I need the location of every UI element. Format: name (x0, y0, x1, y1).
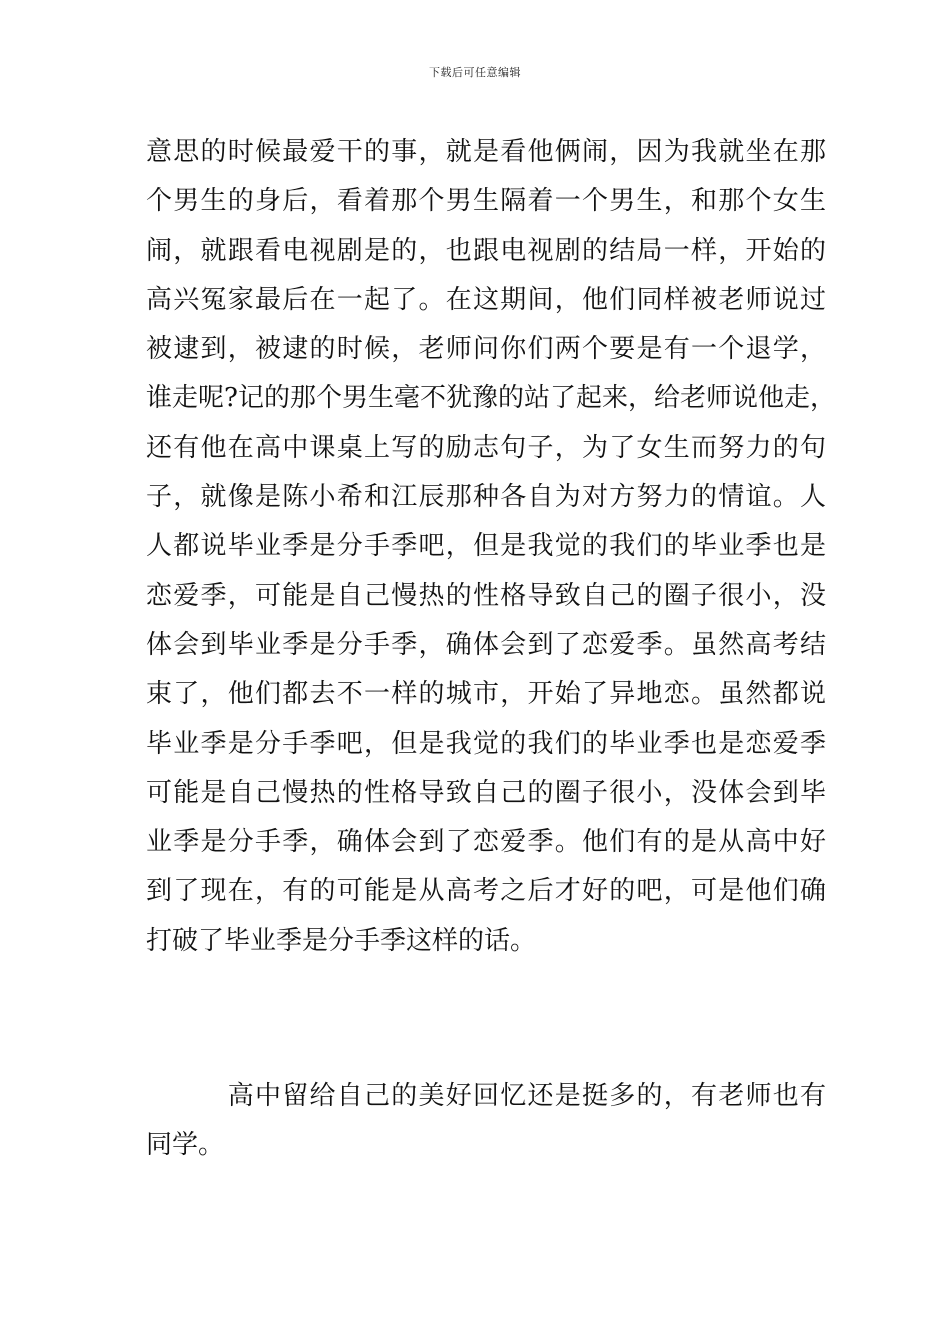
text-line: 毕业季是分手季吧，但是我觉的我们的毕业季也是恋爱季 (146, 728, 826, 759)
text-line: 体会到毕业季是分手季，确体会到了恋爱季。虽然高考结 (146, 629, 826, 660)
text-line: 子，就像是陈小希和江辰那种各自为对方努力的情谊。人 (146, 482, 826, 513)
paragraph-1 (146, 128, 836, 966)
text-line: 意思的时候最爱干的事，就是看他俩闹，因为我就坐在那 (146, 137, 826, 167)
paragraph-2 (146, 1072, 826, 1171)
text-line: 被逮到，被逮的时候，老师问你们两个要是有一个退学， (146, 334, 826, 365)
text-line: 高兴冤家最后在一起了。在这期间，他们同样被老师说过 (146, 284, 826, 315)
text-line: 业季是分手季，确体会到了恋爱季。他们有的是从高中好 (146, 827, 826, 858)
text-line: 束了，他们都去不一样的城市，开始了异地恋。虽然都说 (146, 679, 826, 710)
text-line: 谁走呢?记的那个男生毫不犹豫的站了起来，给老师说他走， (146, 383, 836, 414)
text-line: 人都说毕业季是分手季吧，但是我觉的我们的毕业季也是 (146, 531, 826, 562)
text-line: 还有他在高中课桌上写的励志句子，为了女生而努力的句 (146, 432, 826, 463)
text-line-last: 打破了毕业季是分手季这样的话。 (146, 925, 537, 956)
text-line: 恋爱季，可能是自己慢热的性格导致自己的圈子很小，没 (146, 580, 826, 611)
text-line: 可能是自己慢热的性格导致自己的圈子很小，没体会到毕 (146, 777, 826, 808)
text-line: 高中留给自己的美好回忆还是挺多的，有老师也有 (146, 1081, 826, 1111)
text-line: 个男生的身后，看着那个男生隔着一个男生，和那个女生 (146, 186, 826, 217)
text-line-last: 同学。 (146, 1130, 225, 1161)
page-header: 下载后可任意编辑 (429, 66, 521, 79)
text-line: 闹，就跟看电视剧是的，也跟电视剧的结局一样，开始的 (146, 235, 826, 266)
text-line: 到了现在，有的可能是从高考之后才好的吧，可是他们确 (146, 876, 826, 907)
